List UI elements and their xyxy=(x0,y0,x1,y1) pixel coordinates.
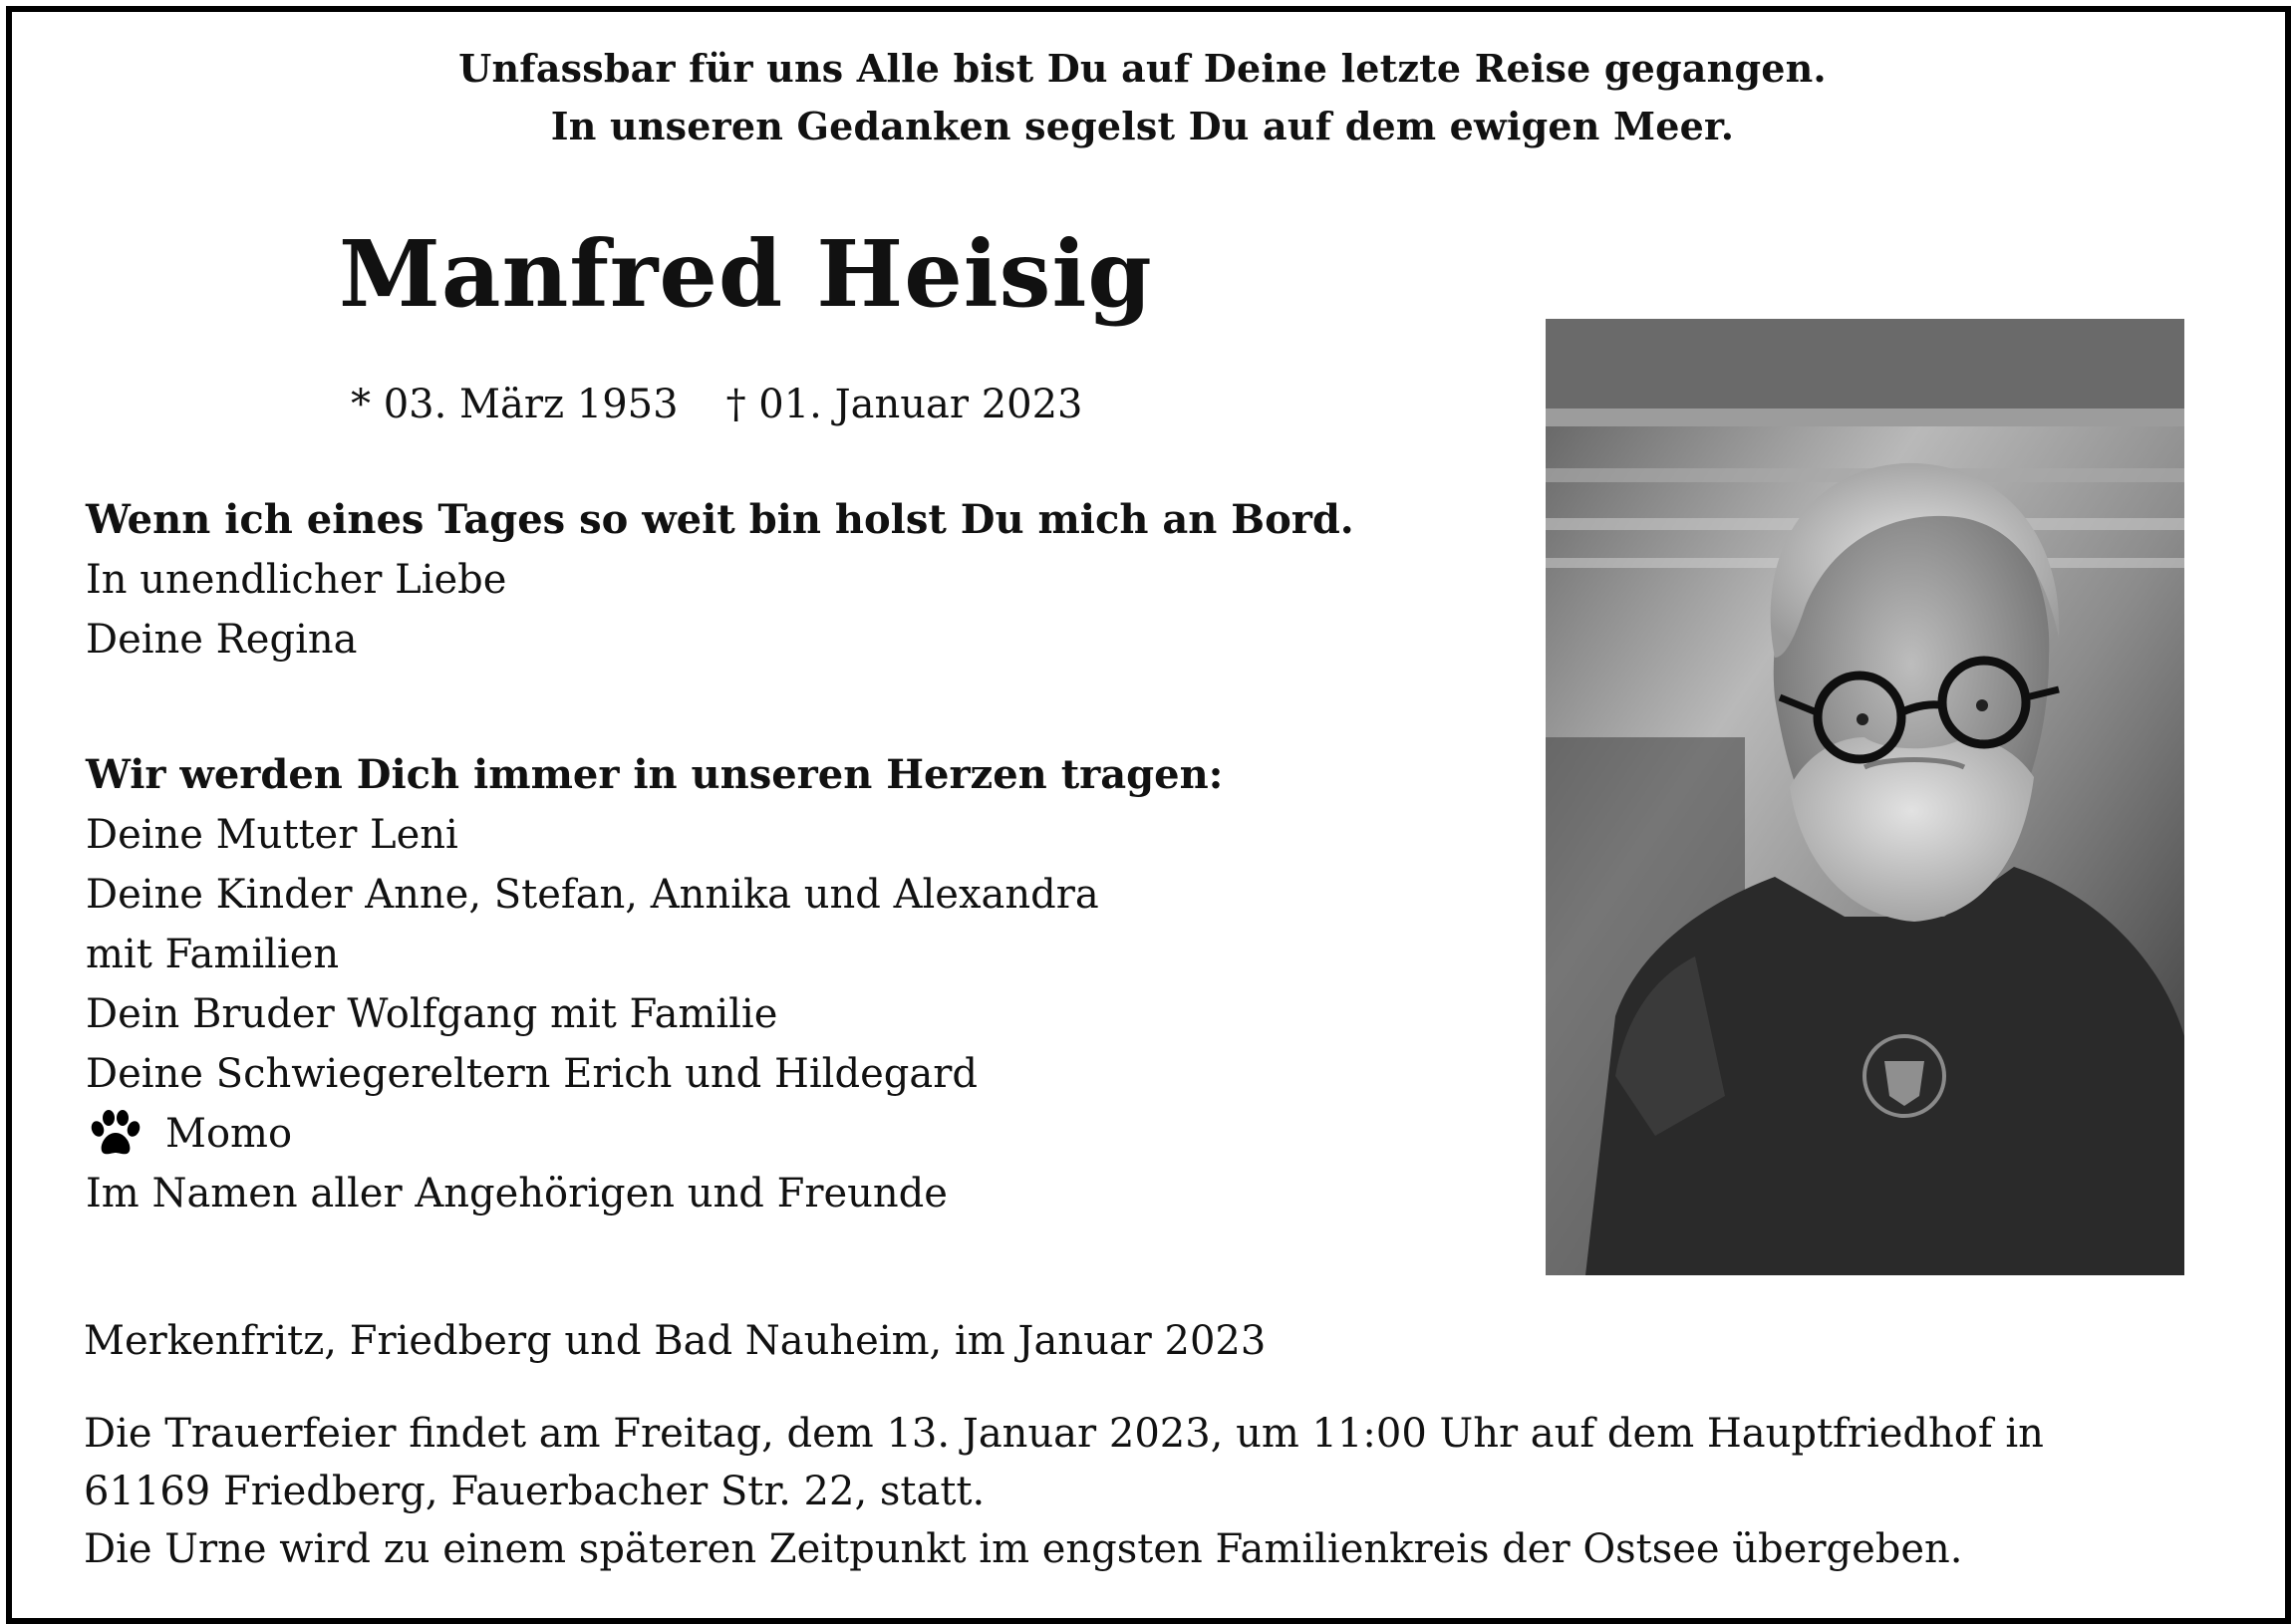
family-line: Dein Bruder Wolfgang mit Familie xyxy=(86,991,778,1037)
deceased-name: Manfred Heisig xyxy=(339,220,1153,328)
ceremony-line-1: Die Trauerfeier findet am Freitag, dem 13. Januar 2023, um 11:00 Uhr auf dem Hauptfriedhof in xyxy=(84,1411,2044,1457)
place-date: Merkenfritz, Friedberg und Bad Nauheim, im Januar 2023 xyxy=(84,1318,1267,1364)
family-line: Deine Mutter Leni xyxy=(86,812,458,858)
portrait-photo xyxy=(1546,319,2184,1275)
motto-line-1: Unfassbar für uns Alle bist Du auf Deine letzte Reise gegangen. xyxy=(458,46,1827,91)
ceremony-info xyxy=(84,1405,2044,1578)
motto-line-2: In unseren Gedanken segelst Du auf dem ewigen Meer. xyxy=(550,104,1735,148)
motto xyxy=(0,40,2285,155)
family-block xyxy=(86,745,1223,1223)
death-date: † 01. Januar 2023 xyxy=(725,382,1083,427)
spouse-line: In unendlicher Liebe xyxy=(86,557,507,603)
paw-icon xyxy=(88,1109,143,1159)
pet-name: Momo xyxy=(165,1111,293,1157)
life-dates xyxy=(351,377,1083,432)
spouse-lead: Wenn ich eines Tages so weit bin holst Du mich an Bord. xyxy=(86,496,1354,543)
spouse-block xyxy=(86,490,1354,670)
ceremony-line-2: 61169 Friedberg, Fauerbacher Str. 22, statt. xyxy=(84,1469,986,1514)
ceremony-line-3: Die Urne wird zu einem späteren Zeitpunkt im engsten Familienkreis der Ostsee übergeben. xyxy=(84,1526,1963,1572)
family-lead: Wir werden Dich immer in unseren Herzen tragen: xyxy=(86,751,1224,798)
birth-date: * 03. März 1953 xyxy=(351,382,679,427)
closing-line: Im Namen aller Angehörigen und Freunde xyxy=(86,1171,948,1217)
family-line: Deine Kinder Anne, Stefan, Annika und Alexandra xyxy=(86,872,1099,918)
family-line: Deine Schwiegereltern Erich und Hildegard xyxy=(86,1051,978,1097)
pet-line xyxy=(86,1104,1223,1164)
spouse-line: Deine Regina xyxy=(86,617,358,663)
family-line: mit Familien xyxy=(86,932,340,977)
